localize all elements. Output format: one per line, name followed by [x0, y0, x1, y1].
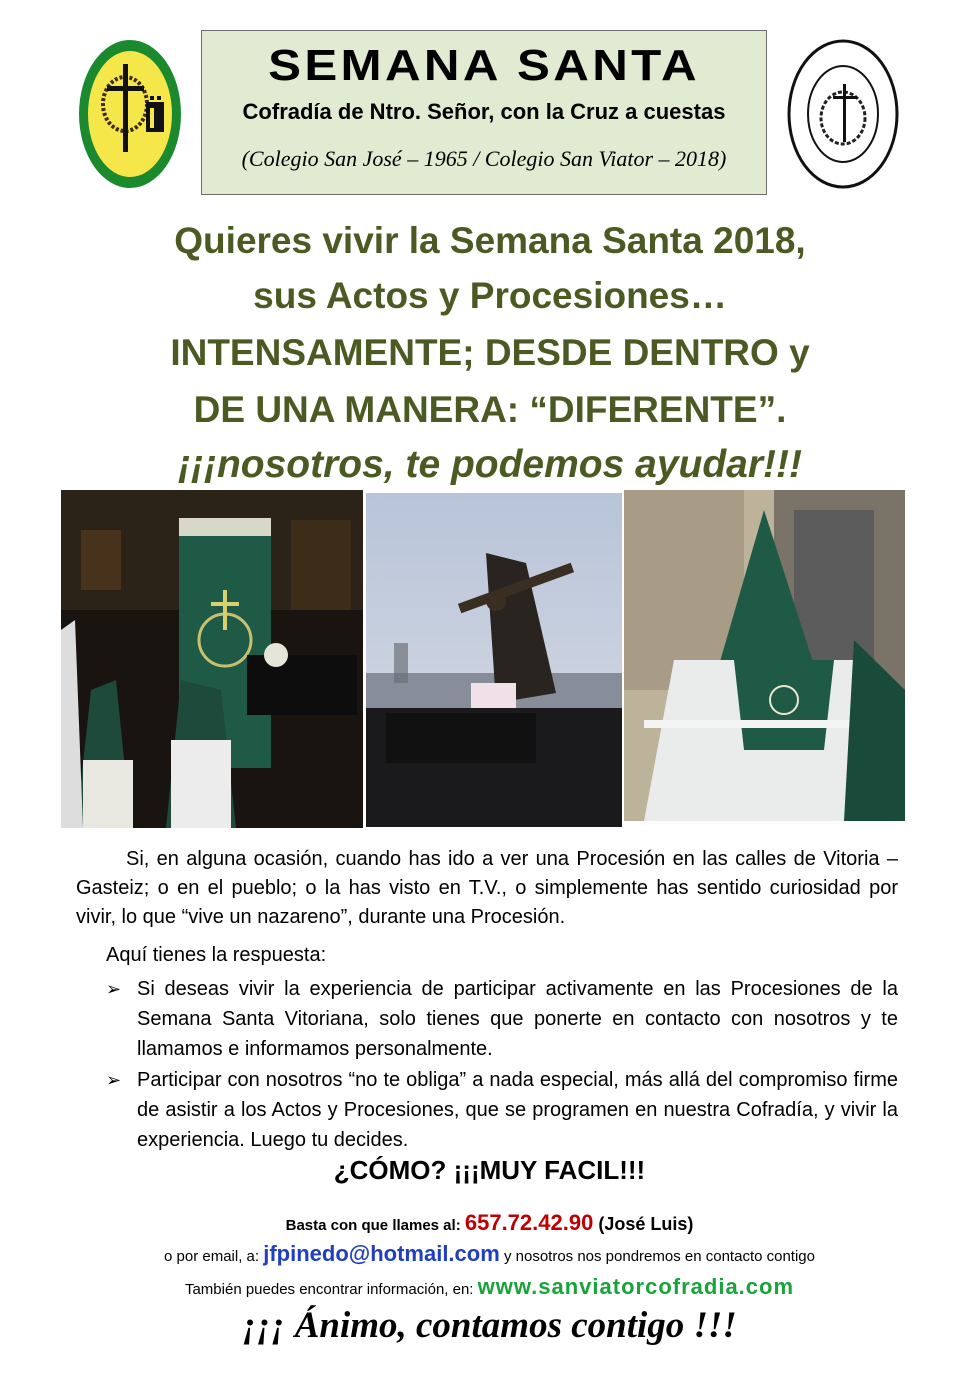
contact-phone-line [0, 1210, 979, 1236]
headline-line-5: ¡¡¡nosotros, te podemos ayudar!!! [177, 443, 803, 486]
bullet-text: Si deseas vivir la experiencia de participar activamente en las Procesiones de la Semana Santa Vitoriana, solo tienes que ponerte en contacto con nosotros y te llamamos e informamos personalmente. [137, 978, 898, 1060]
headline-line-2: sus Actos y Procesiones… [253, 275, 727, 316]
web-prefix: También puedes encontrar información, en: [184, 1281, 478, 1298]
phone-contact-name: (José Luis) [593, 1214, 694, 1234]
nazareno-hood-photo [624, 490, 905, 821]
contact-email-line [0, 1241, 979, 1267]
info-bullet-list [106, 974, 898, 1156]
cofradia-subtitle: Cofradía de Ntro. Señor, con la Cruz a cuestas [242, 99, 726, 124]
contact-web-line [0, 1274, 979, 1300]
arrow-bullet-icon: ➢ [106, 1070, 122, 1090]
intro-paragraph: Si, en alguna ocasión, cuando has ido a ver una Procesión en las calles de Vitoria – Gasteiz; o en el pueblo; o la has visto en T.V., o simplemente has sentido curiosidad por vivir, lo que “vive un nazareno”, durante una Procesión. [76, 848, 898, 928]
procession-banner-photo [61, 490, 363, 828]
page-title: SEMANA SANTA [268, 41, 700, 90]
cristo-cruz-paso-photo [366, 493, 622, 827]
answer-heading: Aquí tienes la respuesta: [106, 944, 327, 966]
seal-logo-icon [787, 38, 899, 190]
bullet-item [106, 974, 898, 1064]
headline-line-3: INTENSAMENTE; DESDE DENTRO y [170, 332, 810, 373]
cofradia-logo-icon [77, 38, 183, 190]
website-link[interactable]: www.sanviatorcofradia.com [477, 1274, 795, 1299]
title-box [201, 30, 767, 195]
email-prefix: o por email, a: [164, 1248, 264, 1265]
headline-line-4: DE UNA MANERA: “DIFERENTE”. [193, 389, 787, 430]
phone-prefix: Basta con que llames al: [285, 1217, 465, 1234]
bullet-text: Participar con nosotros “no te obliga” a nada especial, más allá del compromiso firme de asistir a los Actos y Procesiones, que se programen en nuestra Cofradía, y vivir la experiencia. Luego tu decides. [137, 1069, 898, 1151]
arrow-bullet-icon: ➢ [106, 979, 122, 999]
como-heading: ¿CÓMO? ¡¡¡MUY FACIL!!! [333, 1155, 646, 1185]
phone-number[interactable]: 657.72.42.90 [464, 1210, 594, 1235]
email-suffix: y nosotros nos pondremos en contacto contigo [499, 1248, 815, 1265]
headline-line-1: Quieres vivir la Semana Santa 2018, [174, 220, 806, 261]
bullet-item [106, 1065, 898, 1155]
colegio-dates: (Colegio San José – 1965 / Colegio San Viator – 2018) [241, 146, 727, 171]
email-link[interactable]: jfpinedo@hotmail.com [263, 1241, 500, 1266]
closing-message: ¡¡¡ Ánimo, contamos contigo !!! [242, 1305, 737, 1346]
